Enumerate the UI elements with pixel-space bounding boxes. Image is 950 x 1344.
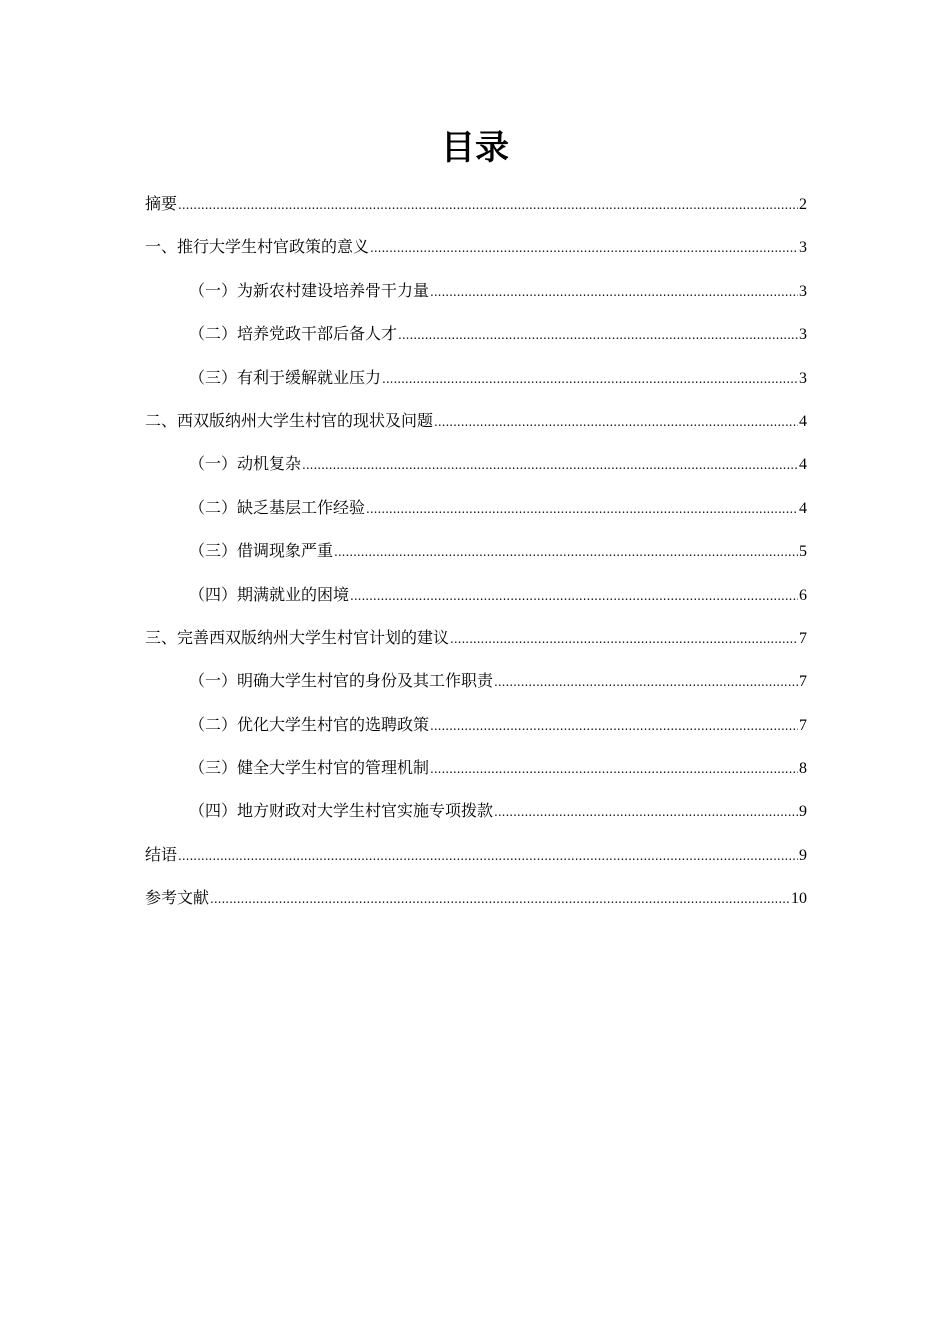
toc-entry[interactable]: [145, 707, 807, 750]
toc-entry-text: （三）健全大学生村官的管理机制: [189, 758, 430, 778]
toc-dot-leader: [350, 578, 798, 614]
toc-entry-page-number: 7: [799, 673, 807, 691]
toc-dot-leader: [178, 187, 798, 223]
toc-entry[interactable]: [145, 663, 807, 706]
toc-entry-text: 二、西双版纳州大学生村官的现状及问题: [145, 410, 434, 430]
toc-dot-leader: [334, 534, 798, 570]
toc-entry[interactable]: [145, 403, 807, 446]
toc-dot-leader: [366, 491, 798, 527]
toc-dot-leader: [494, 794, 798, 830]
toc-entry-page-number: 7: [799, 716, 807, 734]
toc-entry-page-number: 4: [799, 412, 807, 430]
toc-dot-leader: [430, 274, 798, 310]
toc-entry[interactable]: [145, 880, 807, 923]
toc-entry-page-number: 3: [799, 369, 807, 387]
toc-entry-text: 三、完善西双版纳州大学生村官计划的建议: [145, 627, 450, 647]
toc-entry-page-number: 4: [799, 499, 807, 517]
toc-entry[interactable]: [145, 229, 807, 272]
toc-entry-text: （四）期满就业的困境: [189, 584, 350, 604]
toc-dot-leader: [434, 404, 798, 440]
toc-entry[interactable]: [145, 273, 807, 316]
toc-dot-leader: [430, 751, 798, 787]
toc-entry[interactable]: [145, 360, 807, 403]
toc-entry-page-number: 3: [799, 239, 807, 257]
toc-dot-leader: [210, 881, 790, 917]
toc-entry-page-number: 2: [799, 196, 807, 213]
toc-entry-text: 摘要: [145, 194, 178, 213]
toc-entry[interactable]: [145, 186, 807, 229]
toc-dot-leader: [302, 447, 798, 483]
toc-entry[interactable]: [145, 750, 807, 793]
toc-dot-leader: [370, 230, 798, 266]
toc-entry-page-number: 3: [799, 326, 807, 344]
toc-entry-text: （一）为新农村建设培养骨干力量: [189, 280, 430, 300]
toc-entry-page-number: 10: [791, 890, 807, 908]
toc-entry-page-number: 3: [799, 282, 807, 300]
toc-dot-leader: [178, 838, 798, 874]
toc-dot-leader: [450, 621, 798, 657]
toc-entry-page-number: 4: [799, 456, 807, 474]
toc-entry-page-number: 8: [799, 760, 807, 778]
toc-entry-text: （三）有利于缓解就业压力: [189, 367, 382, 387]
toc-entry[interactable]: [145, 577, 807, 620]
toc-entry-page-number: 9: [799, 803, 807, 821]
toc-title: 目录: [441, 128, 509, 168]
toc-dot-leader: [494, 664, 798, 700]
toc-entry[interactable]: [145, 533, 807, 576]
toc-entry-page-number: 9: [799, 846, 807, 864]
toc-entry[interactable]: [145, 446, 807, 489]
toc-entry-text: （一）动机复杂: [189, 454, 302, 474]
toc-entry-text: （四）地方财政对大学生村官实施专项拨款: [189, 801, 494, 821]
toc-entry-text: 一、推行大学生村官政策的意义: [145, 237, 370, 257]
toc-entry-page-number: 6: [799, 586, 807, 604]
toc-entry[interactable]: [145, 316, 807, 359]
table-of-contents: [145, 186, 807, 924]
toc-entry-text: （二）缺乏基层工作经验: [189, 497, 366, 517]
toc-entry[interactable]: [145, 490, 807, 533]
toc-dot-leader: [382, 361, 798, 397]
toc-entry-text: （三）借调现象严重: [189, 541, 334, 561]
toc-entry[interactable]: [145, 620, 807, 663]
toc-entry-page-number: 5: [799, 543, 807, 561]
toc-entry-text: 结语: [145, 844, 178, 864]
toc-entry-text: （二）优化大学生村官的选聘政策: [189, 714, 430, 734]
toc-entry[interactable]: [145, 837, 807, 880]
toc-entry[interactable]: [145, 793, 807, 836]
toc-entry-text: （一）明确大学生村官的身份及其工作职责: [189, 671, 494, 691]
toc-dot-leader: [398, 317, 798, 353]
toc-entry-text: 参考文献: [145, 888, 210, 908]
toc-entry-page-number: 7: [799, 629, 807, 647]
toc-dot-leader: [430, 708, 798, 744]
toc-entry-text: （二）培养党政干部后备人才: [189, 324, 398, 344]
